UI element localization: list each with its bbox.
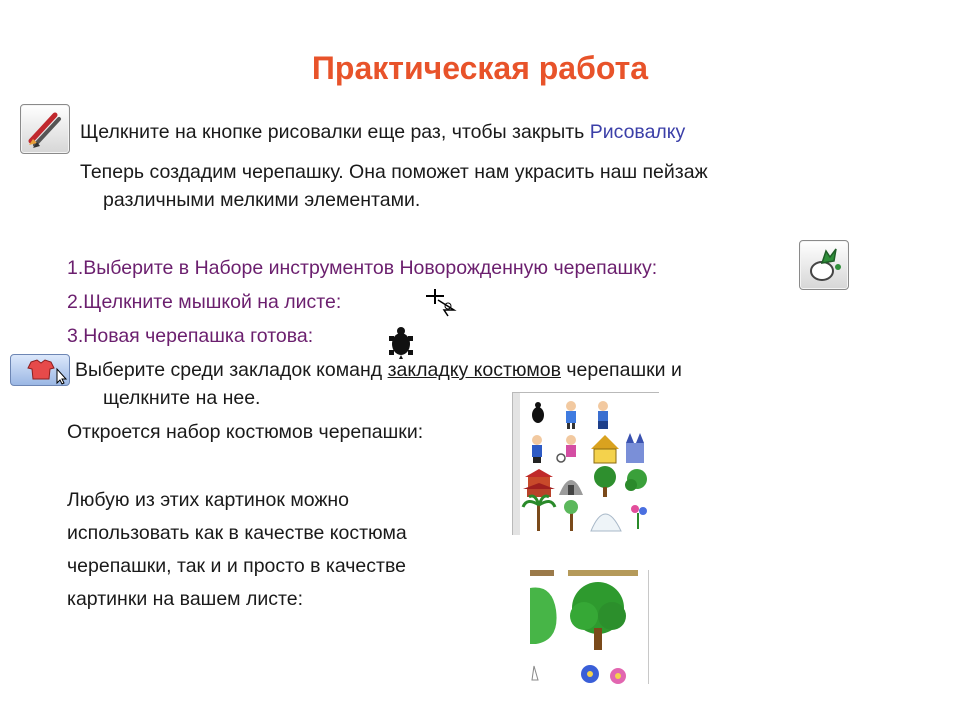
costume-palette-images — [513, 393, 659, 535]
costume-tab-button[interactable] — [10, 354, 70, 386]
costume-palette-lower-images — [530, 570, 648, 684]
instruction-close-text: Щелкните на кнопке рисовалки еще раз, чтобы закрыть — [80, 121, 590, 143]
costume-big-tree-icon[interactable] — [570, 582, 626, 650]
costume-tab-link[interactable]: закладку костюмов — [387, 359, 561, 381]
paragraph-line-4: картинки на вашем листе: — [67, 588, 303, 610]
paragraph-line-2: использовать как в качестве костюма — [67, 522, 407, 544]
slide-title: Практическая работа — [311, 50, 649, 86]
costume-palette-lower — [530, 570, 649, 684]
intro-line-continued: различными мелкими элементами. — [103, 189, 421, 211]
paint-brush-button[interactable] — [20, 104, 70, 154]
step-4-prefix: Выберите среди закладок команд — [75, 359, 388, 381]
costumes-open-text: Откроется набор костюмов черепашки: — [67, 421, 424, 443]
painter-link[interactable]: Рисовалку — [589, 121, 686, 143]
costume-blue-flower-icon[interactable] — [581, 665, 599, 683]
costume-bush-icon[interactable] — [625, 469, 647, 491]
paint-brush-icon — [21, 105, 69, 153]
costume-house-icon[interactable] — [591, 435, 619, 463]
costume-tree-icon[interactable] — [594, 466, 616, 497]
costume-hut-icon[interactable] — [559, 480, 583, 495]
step-1: 1.Выберите в Наборе инструментов Новорожденную черепашку: — [67, 257, 658, 279]
costume-bush-partial-icon[interactable] — [530, 587, 557, 644]
step-2: 2.Щелкните мышкой на листе: — [67, 291, 342, 313]
new-turtle-icon — [800, 241, 848, 289]
step-3: 3.Новая черепашка готова: — [67, 325, 314, 347]
costume-boy-icon[interactable] — [598, 401, 608, 429]
costume-flower-icon[interactable] — [631, 505, 647, 529]
intro-line: Теперь создадим черепашку. Она поможет нам украсить наш пейзаж — [80, 161, 708, 183]
costume-turtle-icon[interactable] — [532, 402, 544, 423]
costume-child-icon[interactable] — [532, 435, 542, 463]
costume-girl-icon[interactable] — [566, 401, 576, 429]
costume-palm-icon[interactable] — [523, 496, 555, 531]
costume-sapling-icon[interactable] — [564, 500, 578, 531]
step-4-suffix: черепашки и — [560, 359, 682, 381]
costume-tennis-girl-icon[interactable] — [557, 435, 576, 462]
turtle-icon — [386, 326, 416, 360]
costume-castle-icon[interactable] — [626, 433, 644, 463]
costume-pink-flower-icon[interactable] — [610, 668, 626, 684]
instruction-close-painter — [80, 118, 685, 146]
crosshair-cursor-icon — [424, 288, 460, 318]
paragraph-line-3: черепашки, так и и просто в качестве — [67, 555, 406, 577]
costume-palette — [512, 392, 659, 535]
costume-pagoda-icon[interactable] — [523, 469, 555, 497]
paragraph-line-1: Любую из этих картинок можно — [67, 489, 350, 511]
step-4 — [75, 356, 682, 384]
costume-igloo-icon[interactable] — [591, 514, 621, 531]
step-4-continued: щелкните на нее. — [103, 387, 261, 409]
shirt-tab-icon — [11, 355, 69, 385]
new-turtle-button[interactable] — [799, 240, 849, 290]
